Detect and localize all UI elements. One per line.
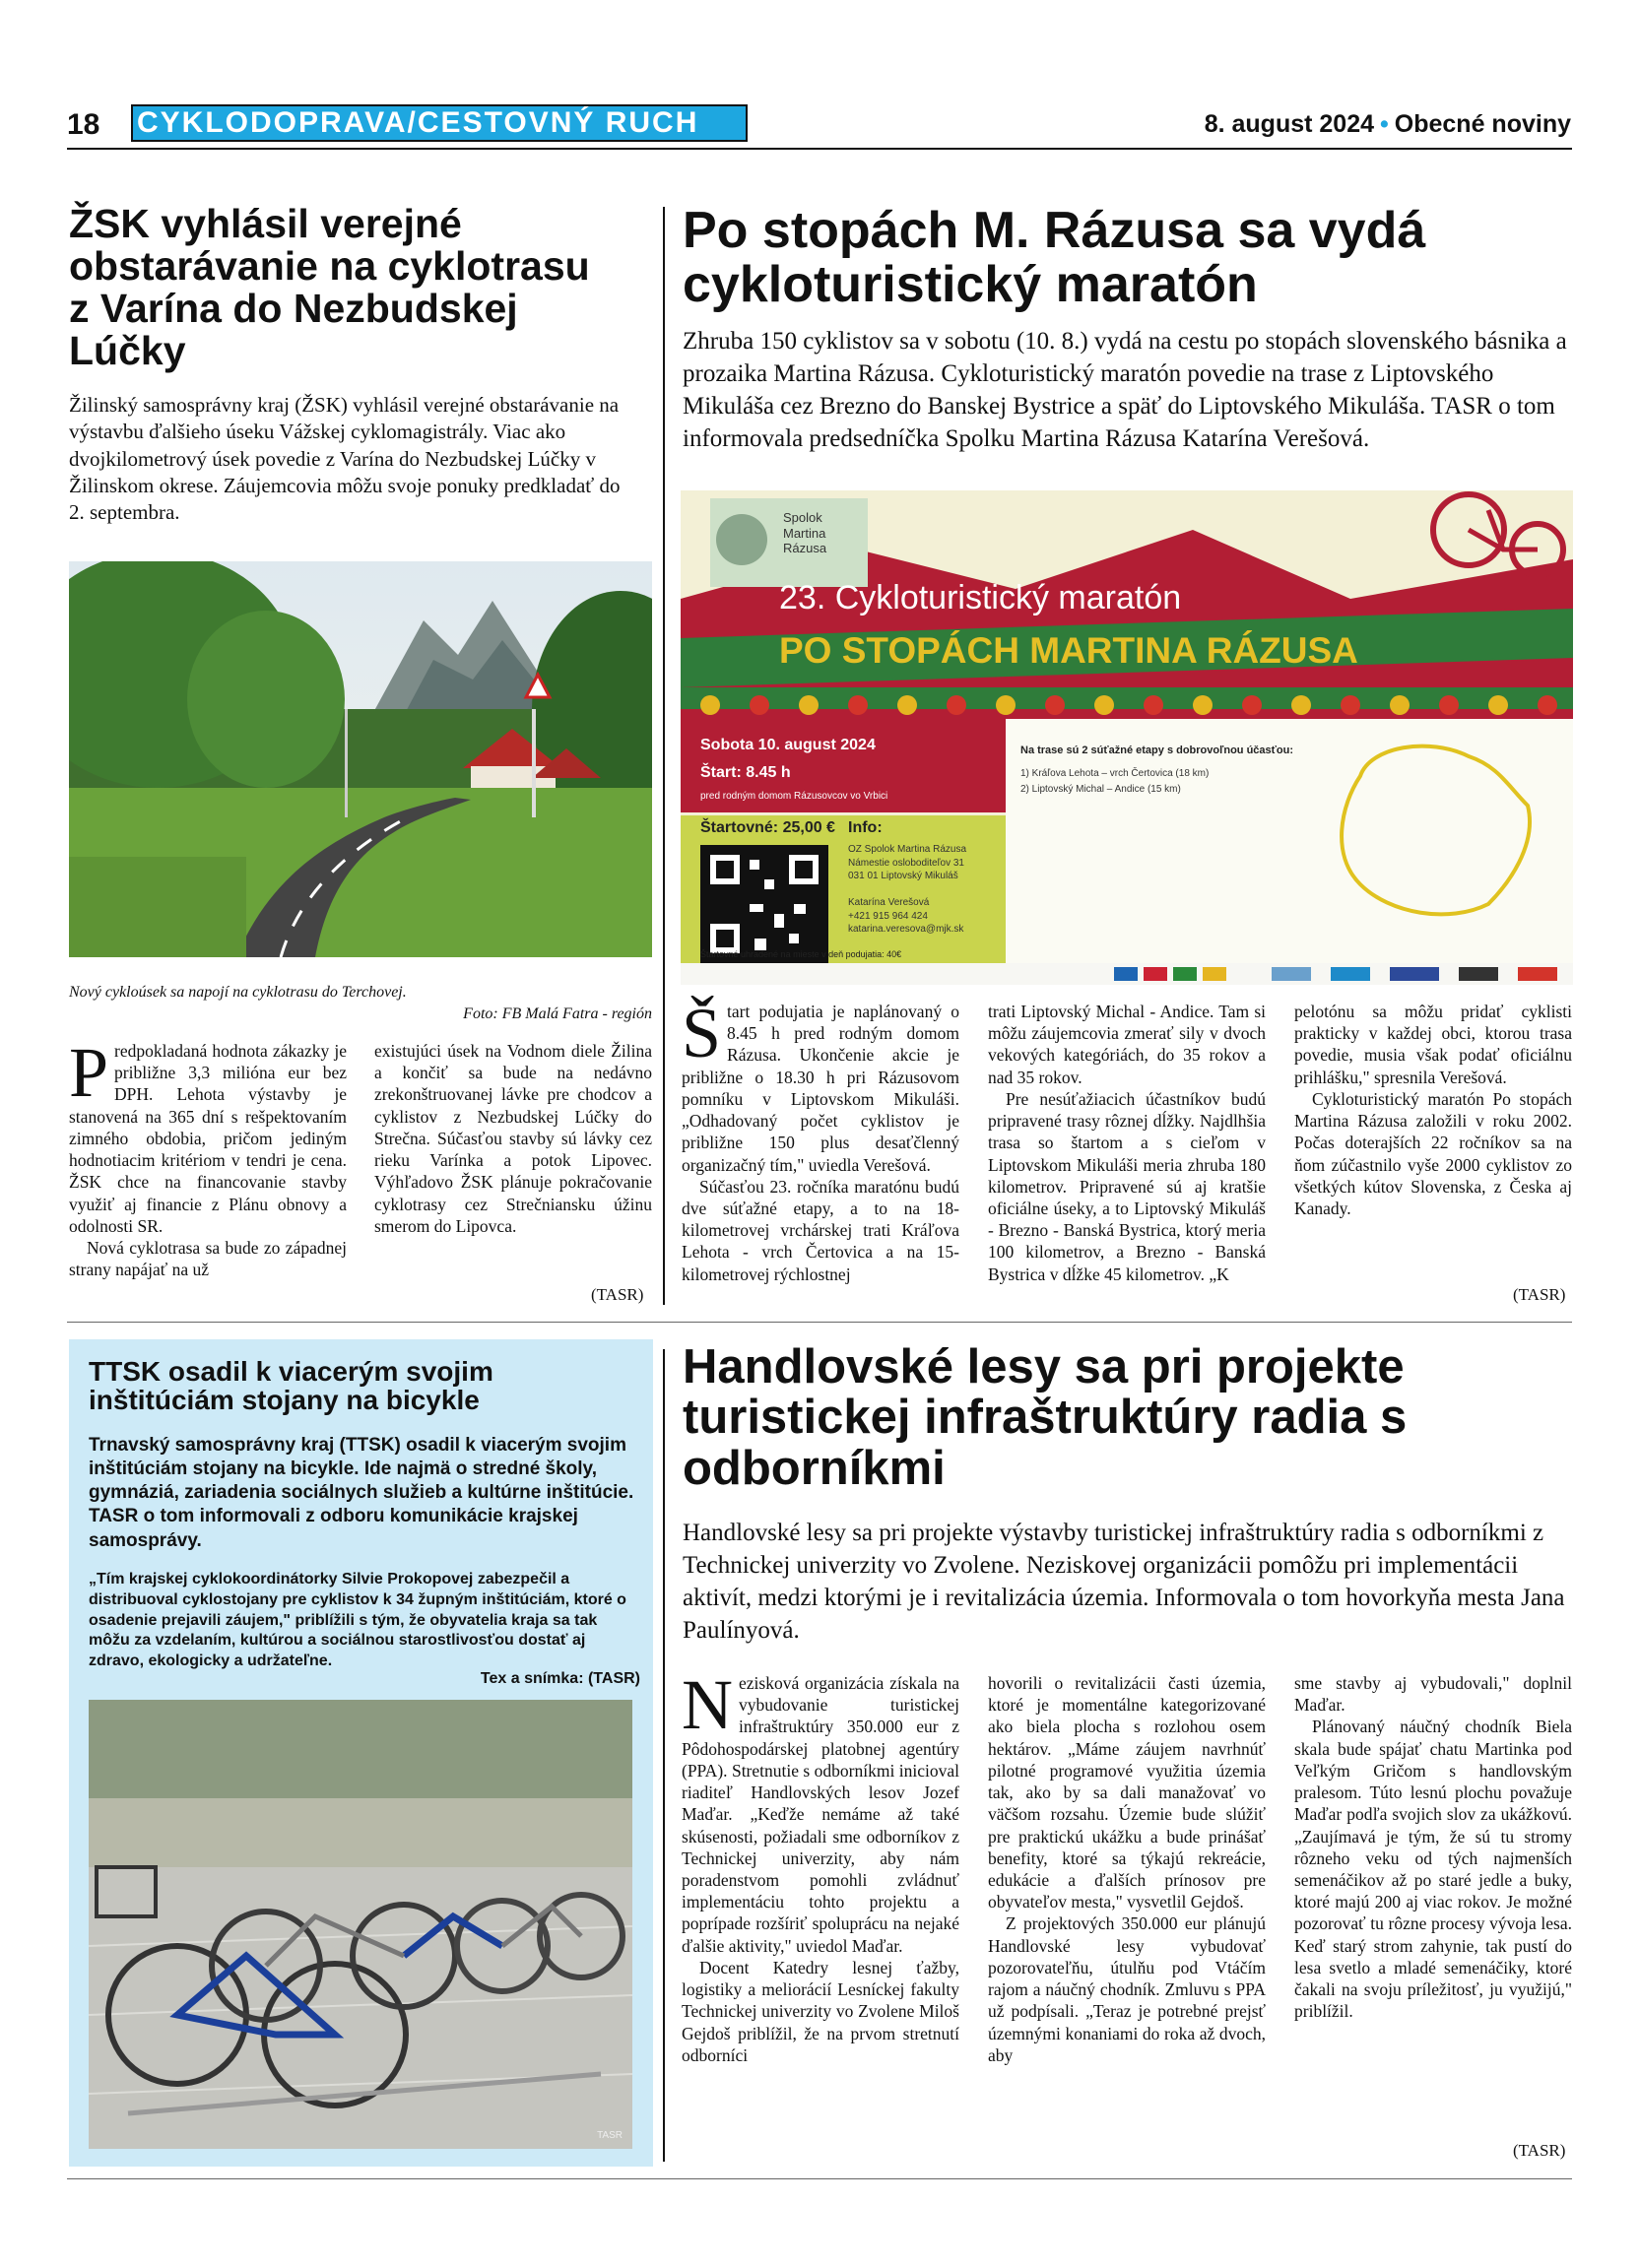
header-rule bbox=[67, 148, 1572, 150]
article4-headline: Handlovské lesy sa pri projekte turistickej infraštruktúry radia s odborníkmi bbox=[683, 1340, 1408, 1495]
paragraph: ezisková organizácia získala na vybudovanie turistickej infraštruktúry 350.000 eur z Pôdohospodárskej platobnej agentúry (PPA). Stretnutie s odborníkmi inicioval riaditeľ Handlovských lesov Jozef Maďar. „Keďže nemáme až také skúsenosti, požiadali sme odborníkov z Technickej univerzity, aby nám poradenstvom pomohli zvládnuť implementáciu tohto projektu a poprípade rozšíriť spoluprácu na nejaké ďalšie aktivity," uviedol Maďar. bbox=[682, 1673, 959, 1956]
article1-photo-credit: Foto: FB Malá Fatra - región bbox=[463, 1005, 652, 1022]
paragraph: sme stavby aj vybudovali," doplnil Maďar. bbox=[1294, 1673, 1572, 1716]
poster-info-line: katarina.veresova@mjk.sk bbox=[848, 924, 964, 935]
paragraph: trati Liptovský Michal - Andice. Tam si môžu záujemcovia zmerať sily v dvoch vekových kategóriách, do 35 rokov a nad 35 rokov. bbox=[988, 1002, 1266, 1087]
article2-col2 bbox=[988, 1001, 1266, 1285]
page-number: 18 bbox=[67, 108, 100, 141]
article1-source: (TASR) bbox=[591, 1285, 644, 1304]
article2-dropcap: Š bbox=[682, 994, 722, 1072]
article4-dropcap: N bbox=[682, 1665, 733, 1744]
article3-headline: TTSK osadil k viacerým svojim inštitúciám stojany na bicykle bbox=[89, 1356, 493, 1416]
cycle-path-illustration bbox=[69, 561, 652, 957]
article3-lead: Trnavský samosprávny kraj (TTSK) osadil k viacerým svojim inštitúciám stojany na bicykle. Ide najmä o stredné školy, gymnáziá, zariadenia sociálnych služieb a kultúrne inštitúcie. TASR o tom informovali z odboru komunikácie krajskej samosprávy. bbox=[89, 1435, 634, 1551]
paragraph: pelotónu sa môžu pridať cyklisti prakticky v každej obci, ktorou trasa povedie, musia však podať oficiálnu prihlášku," spresnila Verešová. bbox=[1294, 1002, 1572, 1087]
sponsor-logos bbox=[1114, 967, 1557, 981]
article4-source: (TASR) bbox=[1513, 2141, 1566, 2160]
poster-start: Štart: 8.45 h bbox=[700, 764, 791, 781]
poster-title-2: PO STOPÁCH MARTINA RÁZUSA bbox=[779, 630, 1358, 671]
article1-lead: Žilinský samosprávny kraj (ŽSK) vyhlásil verejné obstarávanie na výstavbu ďalšieho úseku Vážskej cyklomagistrály. Viac ako dvojkilometrový úsek povedie z Varína do Nezbudskej Lúčky v Žilinskom okrese. Záujemcovia môžu svoje ponuky predkladať do 2. septembra. bbox=[69, 393, 621, 525]
paragraph: Súčasťou 23. ročníka maratónu budú dve súťažné etapy, a to na 18-kilometrovej vrchárskej trati Kráľova Lehota - vrch Čertovica a na 15-kilometrovej rýchlostnej bbox=[682, 1176, 959, 1284]
poster-info-line: Katarína Verešová bbox=[848, 897, 930, 908]
poster-title-1: 23. Cykloturistický maratón bbox=[779, 579, 1182, 616]
paragraph: tart podujatia je naplánovaný o 8.45 h pred rodným domom Rázusa. Ukončenie akcie je približne o 18.30 h pri Rázusovom pomníku v Liptovskom Mikuláši. „Odhadovaný počet cyklistov je približne 150 plus desaťčlenný organizačný tím," uviedla Verešová. bbox=[682, 1002, 959, 1175]
cycle-path-photo bbox=[69, 561, 652, 957]
poster-route-title: Na trase sú 2 súťažné etapy s dobrovoľnou účasťou: bbox=[1020, 745, 1294, 756]
poster-route-1: 1) Kráľova Lehota – vrch Čertovica (18 km) bbox=[1020, 768, 1210, 779]
bicycles-photo bbox=[89, 1700, 632, 2149]
footer-rule bbox=[67, 2178, 1572, 2179]
article1-col2 bbox=[374, 1040, 652, 1237]
poster-info-line bbox=[848, 883, 966, 897]
article2-lead: Zhruba 150 cyklistov sa v sobotu (10. 8.) vydá na cestu po stopách slovenského básnika a prozaika Martina Rázusa. Cykloturistický maratón povedie na trase z Liptovského Mikuláša cez Brezno do Banskej Bystrice a späť do Liptovského Mikuláša. TASR o tom informovala predsedníčka Spolku Martina Rázusa Katarína Verešová. bbox=[683, 328, 1567, 452]
paragraph: Cykloturistický maratón Po stopách Martina Rázusa založili v roku 2002. Počas doterajších 22 ročníkov sa na ňom zúčastnilo vyše 2000 cyklistov zo všetkých kútov Slovenska, z Česka aj Kanady. bbox=[1294, 1088, 1572, 1218]
poster-route-2: 2) Liptovský Michal – Andice (15 km) bbox=[1020, 784, 1181, 795]
article1-headline: ŽSK vyhlásil verejné obstarávanie na cyklotrasu z Varína do Nezbudskej Lúčky bbox=[69, 201, 590, 374]
poster-info-line: +421 915 964 424 bbox=[848, 910, 928, 922]
article2-source: (TASR) bbox=[1513, 1285, 1566, 1304]
article4-col1 bbox=[682, 1665, 959, 2066]
paragraph: Z projektových 350.000 eur plánujú Handlovské lesy vybudovať pozorovateľňu, útulňu pod Vtáčím rajom a náučný chodník. Zmluvu s PPA už podpísali. „Teraz je potrebné prejsť územnými konaniami do roka až dvoch, aby bbox=[988, 1913, 1266, 2065]
article3-quote: „Tím krajskej cyklokoordinátorky Silvie Prokopovej zabezpečil a distribuoval cyklostojany pre cyklistov k 34 župným inštitúciám, ktoré o osadenie prejavili záujem," priblížili s tým, že obyvatelia kraja sa tak môžu za vzdelaním, kultúrou a sociálnou starostlivosťou dostať aj zdravo, ekologicky a udržateľne. bbox=[89, 1571, 626, 1670]
article2-col3 bbox=[1294, 1001, 1572, 1219]
header-separator: • bbox=[1380, 110, 1389, 138]
article3-credit: Tex a snímka: (TASR) bbox=[480, 1670, 640, 1687]
section-rule bbox=[67, 1322, 1572, 1323]
section-tag: CYKLODOPRAVA/CESTOVNÝ RUCH bbox=[131, 104, 748, 142]
paper-name: Obecné noviny bbox=[1394, 110, 1571, 138]
column-rule bbox=[663, 1349, 665, 2162]
poster-fee: Štartovné: 25,00 € bbox=[700, 819, 835, 836]
paragraph: Plánovaný náučný chodník Biela skala bude spájať chatu Martinka pod Veľkým Gričom s handlovským pralesom. Túto lesnú plochu považuje Maďar podľa svojich slov za ukážkovú. „Zaujímavá je tým, že sú tu stromy rôzneho veku od tých najmenších semenáčikov až po staré jedle a buky, ktoré majú 200 aj viac rokov. Je možné pozorovať tu rôzne procesy vývoja lesa. Keď starý strom zahynie, tak pustí do lesa svetlo a mladé semenáčiky, ktoré čakali na svoju príležitosť, ju využijú," priblížil. bbox=[1294, 1717, 1572, 2022]
photo-watermark: TASR bbox=[597, 2130, 623, 2141]
poster-info-line: OZ Spolok Martina Rázusa bbox=[848, 844, 967, 855]
poster-info-label: Info: bbox=[848, 819, 883, 836]
header-date-paper bbox=[1205, 110, 1571, 139]
poster-fee-note: Štartovné uhradené na mieste v deň podujatia: 40€ bbox=[700, 949, 902, 959]
article1-caption: Nový cykloúsek sa napojí na cyklotrasu do Terchovej. bbox=[69, 984, 407, 1001]
paragraph: Pre nesúťažiacich účastníkov budú pripravené trasy rôznej dĺžky. Najdlhšia trasa so štartom a s cieľom v Liptovskom Mikuláši meria zhruba 180 kilometrov. Pripravené sú aj kratšie oficiálne úseky, a to Liptovský Mikuláš - Brezno - Banská Bystrica, ktorý meria 100 kilometrov, a Brezno - Banská Bystrica v dĺžke 45 kilometrov. „K bbox=[988, 1088, 1266, 1284]
article4-lead: Handlovské lesy sa pri projekte výstavby turistickej infraštruktúry radia s odborníkmi z Technickej univerzity vo Zvolene. Neziskovej organizácii pomôžu pri implementácii aktivít, medzi ktorými je i revitalizácia územia. Informovala o tom hovorkyňa mesta Jana Paulínyová. bbox=[683, 1520, 1565, 1644]
paragraph: existujúci úsek na Vodnom diele Žilina a končiť sa bude na nedávno zrekonštruovanej lávke pre chodcov a cyklistov z Nezbudskej Lúčky do Strečna. Súčasťou stavby sú lávky cez rieku Varínka a potok Lipovec. Výhľadovo ŽSK plánuje pokračovanie cyklotrasy cez Strečniansku úžinu smerom do Lipovca. bbox=[374, 1041, 652, 1236]
article2-col1 bbox=[682, 994, 959, 1285]
paragraph: hovorili o revitalizácii časti územia, ktoré je momentálne kategorizované ako biela plocha s rozlohou osem hektárov. „Máme záujem navrhnúť pilotné programové využitia územia tak, ako by sa dali manažovať vo väčšom rozsahu. Územie bude slúžiť pre praktickú ukážku a bude prinášať benefity, ktoré sa týkajú rekreácie, edukácie a ďalších prínosov pre obyvateľov mesta," vysvetlil Gejdoš. bbox=[988, 1673, 1266, 1912]
article4-col3 bbox=[1294, 1672, 1572, 2023]
poster-org: Spolok Martina Rázusa bbox=[783, 510, 827, 556]
paragraph: Nová cyklotrasa sa bude zo západnej strany napájať na už bbox=[69, 1237, 347, 1280]
poster-info bbox=[848, 843, 966, 937]
article1-col1 bbox=[69, 1033, 347, 1280]
poster-info-line: Námestie osloboditeľov 31 bbox=[848, 857, 964, 869]
bicycles-illustration bbox=[89, 1700, 632, 2149]
column-rule bbox=[663, 207, 665, 1305]
article4-col2 bbox=[988, 1672, 1266, 2066]
issue-date: 8. august 2024 bbox=[1204, 110, 1375, 138]
poster-date: Sobota 10. august 2024 bbox=[700, 737, 876, 753]
article1-dropcap: P bbox=[69, 1033, 109, 1112]
paragraph: Docent Katedry lesnej ťažby, logistiky a meliorácií Lesníckej fakulty Technickej univerzity vo Zvolene Miloš Gejdoš priblížil, že na prvom stretnutí odborníci bbox=[682, 1957, 959, 2065]
poster-start-place: pred rodným domom Rázusovcov vo Vrbici bbox=[700, 791, 888, 802]
article2-headline: Po stopách M. Rázusa sa vydá cykloturistický maratón bbox=[683, 202, 1426, 313]
poster-info-line: 031 01 Liptovský Mikuláš bbox=[848, 871, 958, 881]
paragraph: redpokladaná hodnota zákazky je približne 3,3 milióna eur bez DPH. Lehota výstavby je stanovená na 365 dní s rešpektovaním zimného obdobia, pričom jediným hodnotiacim kritériom v tendri je cena. ŽSK chce na financovanie stavby využiť aj financie z Plánu obnovy a odolnosti SR. bbox=[69, 1041, 347, 1236]
marathon-poster bbox=[681, 490, 1573, 985]
